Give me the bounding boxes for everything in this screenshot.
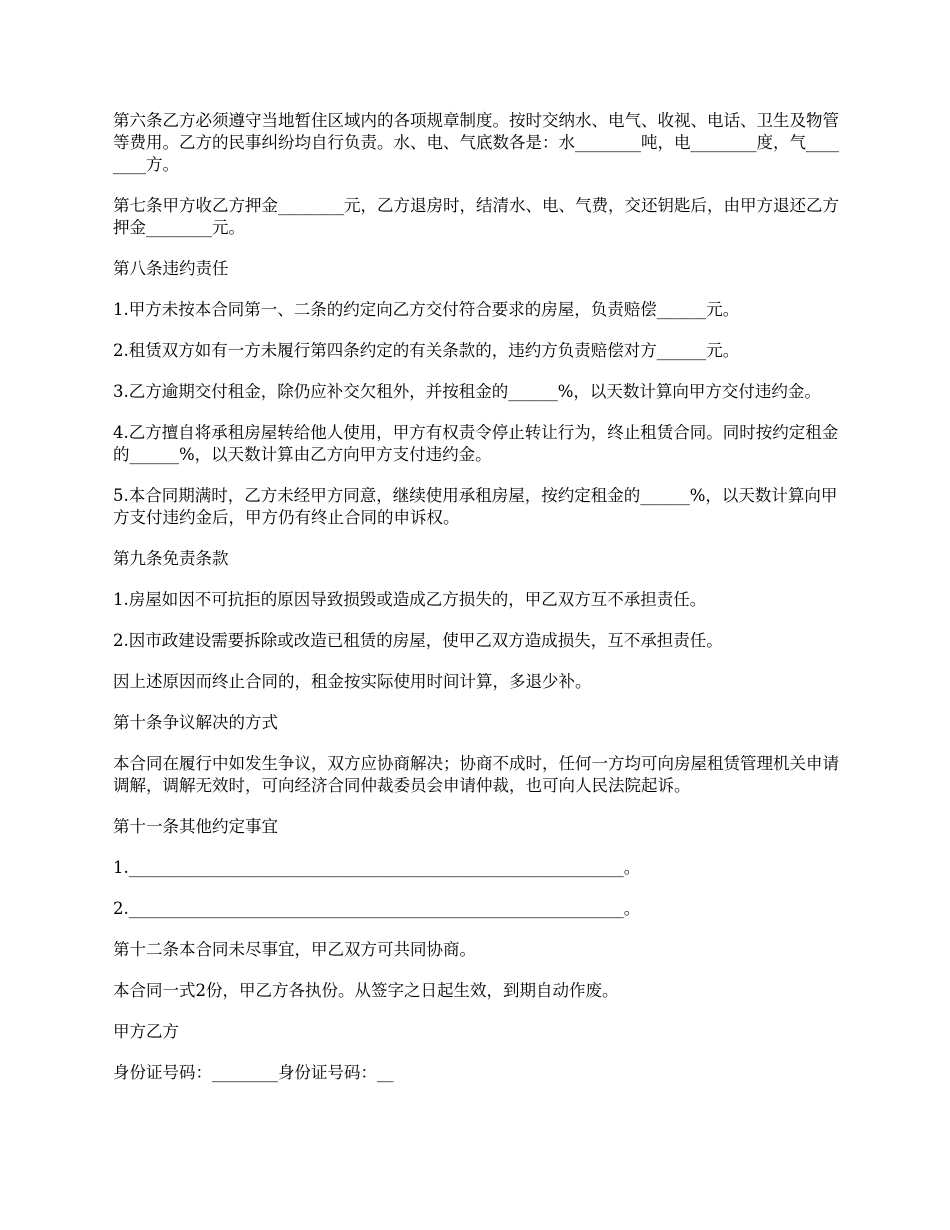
clause-8-item-5: 5.本合同期满时，乙方未经甲方同意，继续使用承租房屋，按约定租金的______%，以天数计算向甲方支付违约金后，甲方仍有终止合同的申诉权。 <box>113 486 838 527</box>
clause-9-note: 因上述原因而终止合同的，租金按实际使用时间计算，多退少补。 <box>113 672 592 691</box>
clause-11-heading: 第十一条其他约定事宜 <box>113 817 278 836</box>
clause-12: 第十二条本合同未尽事宜，甲乙双方可共同协商。 <box>113 940 476 959</box>
clause-9-item-1: 1.房屋如因不可抗拒的原因导致损毁或造成乙方损失的，甲乙双方互不承担责任。 <box>113 590 707 609</box>
clause-8-heading: 第八条违约责任 <box>113 259 229 278</box>
clause-11-item-2: 2.____________________________________________________________。 <box>113 899 641 918</box>
clause-8-item-4: 4.乙方擅自将承租房屋转给他人使用，甲方有权责令停止转让行为，终止租赁合同。同时按约定租金的______%，以天数计算由乙方向甲方支付违约金。 <box>113 423 839 464</box>
copies-clause: 本合同一式2份，甲乙方各执份。从签字之日起生效，到期自动作废。 <box>113 981 619 1000</box>
clause-11-item-1: 1.____________________________________________________________。 <box>113 858 641 877</box>
clause-9-heading: 第九条免责条款 <box>113 549 229 568</box>
clause-8-item-2: 2.租赁双方如有一方未履行第四条约定的有关条款的，违约方负责赔偿对方______元。 <box>113 341 740 360</box>
clause-7: 第七条甲方收乙方押金________元，乙方退房时，结清水、电、气费，交还钥匙后，由甲方退还乙方押金________元。 <box>113 196 839 237</box>
clause-9-item-2: 2.因市政建设需要拆除或改造已租赁的房屋，使甲乙双方造成损失，互不承担责任。 <box>113 631 723 650</box>
clause-8-item-3: 3.乙方逾期交付租金，除仍应补交欠租外，并按租金的______%，以天数计算向甲方交付违约金。 <box>113 382 821 401</box>
clause-10-heading: 第十条争议解决的方式 <box>113 713 278 732</box>
clause-10-body: 本合同在履行中如发生争议，双方应协商解决；协商不成时，任何一方均可向房屋租赁管理机关申请调解，调解无效时，可向经济合同仲裁委员会申请仲裁，也可向人民法院起诉。 <box>113 754 839 795</box>
signature-parties: 甲方乙方 <box>113 1022 179 1041</box>
clause-6: 第六条乙方必须遵守当地暂住区域内的各项规章制度。按时交纳水、电气、收视、电话、卫生及物管等费用。乙方的民事纠纷均自行负责。水、电、气底数各是：水________吨，电________度，气________方。 <box>113 111 839 174</box>
clause-8-item-1: 1.甲方未按本合同第一、二条的约定向乙方交付符合要求的房屋，负责赔偿______元。 <box>113 300 740 319</box>
id-number-line: 身份证号码：________身份证号码：__ <box>113 1063 394 1082</box>
